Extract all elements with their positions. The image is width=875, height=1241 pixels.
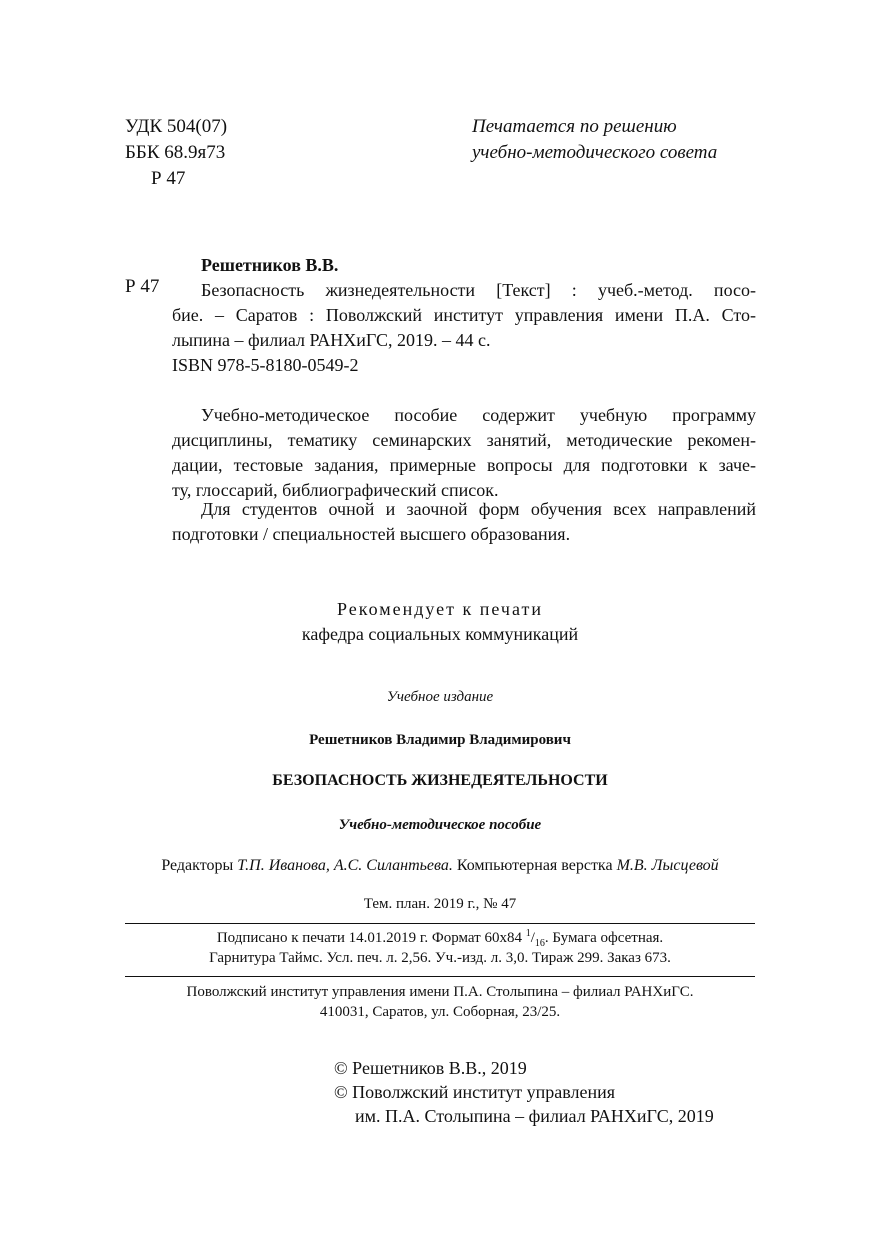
copyright-institute-1: © Поволжский институт управления: [334, 1082, 616, 1102]
editors-names: Т.П. Иванова, А.С. Силантьева.: [237, 857, 453, 874]
recommend-heading: Рекомендует к печати: [336, 599, 544, 619]
book-title: БЕЗОПАСНОСТЬ ЖИЗНЕДЕЯТЕЛЬНОСТИ: [272, 772, 608, 789]
copyright-institute-2: им. П.А. Столыпина – филиал РАНХиГС, 2019: [355, 1106, 714, 1126]
annotation-line-1: Учебно-методическое пособие содержит учебную программу: [201, 405, 756, 425]
divider-top: [125, 923, 755, 924]
publisher-institute: Поволжский институт управления имени П.А. Столыпина – филиал РАНХиГС.: [186, 984, 694, 1000]
layout-label: Компьютерная верстка: [456, 857, 613, 874]
format-numerator: 1: [525, 928, 531, 939]
annotation-line-2: дисциплины, тематику семинарских занятий, методические рекомен-: [172, 430, 756, 450]
author-sign-code: Р 47: [151, 168, 186, 189]
annotation-line-4: ту, глоссарий, библиографический список.: [172, 480, 499, 500]
publisher-address: 410031, Саратов, ул. Соборная, 23/25.: [319, 1004, 561, 1020]
editors-label: Редакторы: [161, 857, 234, 874]
udk-code: УДК 504(07): [125, 116, 228, 137]
annotation-line-5: Для студентов очной и заочной форм обучения всех направлений: [201, 499, 756, 519]
signed-post: . Бумага офсетная.: [544, 930, 664, 946]
edition-type: Учебное издание: [386, 689, 494, 705]
approval-line-1: Печатается по решению: [472, 116, 677, 137]
signed-to-print-line: Подписано к печати 14.01.2019 г. Формат 60x84 $^1/_{16}$. Бумага офсетная.: [216, 928, 664, 949]
editors-line: [110, 856, 770, 876]
typeface-line: Гарнитура Таймс. Усл. печ. л. 2,56. Уч.-изд. л. 3,0. Тираж 299. Заказ 673.: [209, 950, 671, 966]
thematic-plan: Тем. план. 2019 г., № 47: [363, 896, 517, 912]
biblio-author: Решетников В.В.: [201, 255, 339, 275]
biblio-line-2: бие. – Саратов : Поволжский институт управления имени П.А. Сто-: [172, 305, 756, 325]
biblio-code: Р 47: [125, 276, 160, 297]
annotation-line-6: подготовки / специальностей высшего образования.: [172, 524, 571, 544]
biblio-line-1: Безопасность жизнедеятельности [Текст] : учеб.-метод. посо-: [201, 280, 756, 300]
layout-name: М.В. Лысцевой: [616, 857, 719, 874]
bbk-code: ББК 68.9я73: [125, 142, 226, 163]
signed-pre: Подписано к печати 14.01.2019 г. Формат 60x84: [216, 930, 522, 946]
divider-bottom: [125, 976, 755, 977]
book-subtitle: Учебно-методическое пособие: [338, 817, 542, 833]
author-full-name: Решетников Владимир Владимирович: [309, 732, 571, 748]
format-denominator: 16: [534, 938, 545, 949]
annotation-line-3: дации, тестовые задания, примерные вопросы для подготовки к заче-: [172, 455, 756, 475]
copyright-author: © Решетников В.В., 2019: [334, 1058, 527, 1078]
biblio-line-3: лыпина – филиал РАНХиГС, 2019. – 44 с.: [172, 330, 491, 350]
recommend-department: кафедра социальных коммуникаций: [301, 624, 579, 644]
isbn: ISBN 978-5-8180-0549-2: [172, 355, 359, 375]
approval-line-2: учебно-методического совета: [472, 142, 718, 163]
